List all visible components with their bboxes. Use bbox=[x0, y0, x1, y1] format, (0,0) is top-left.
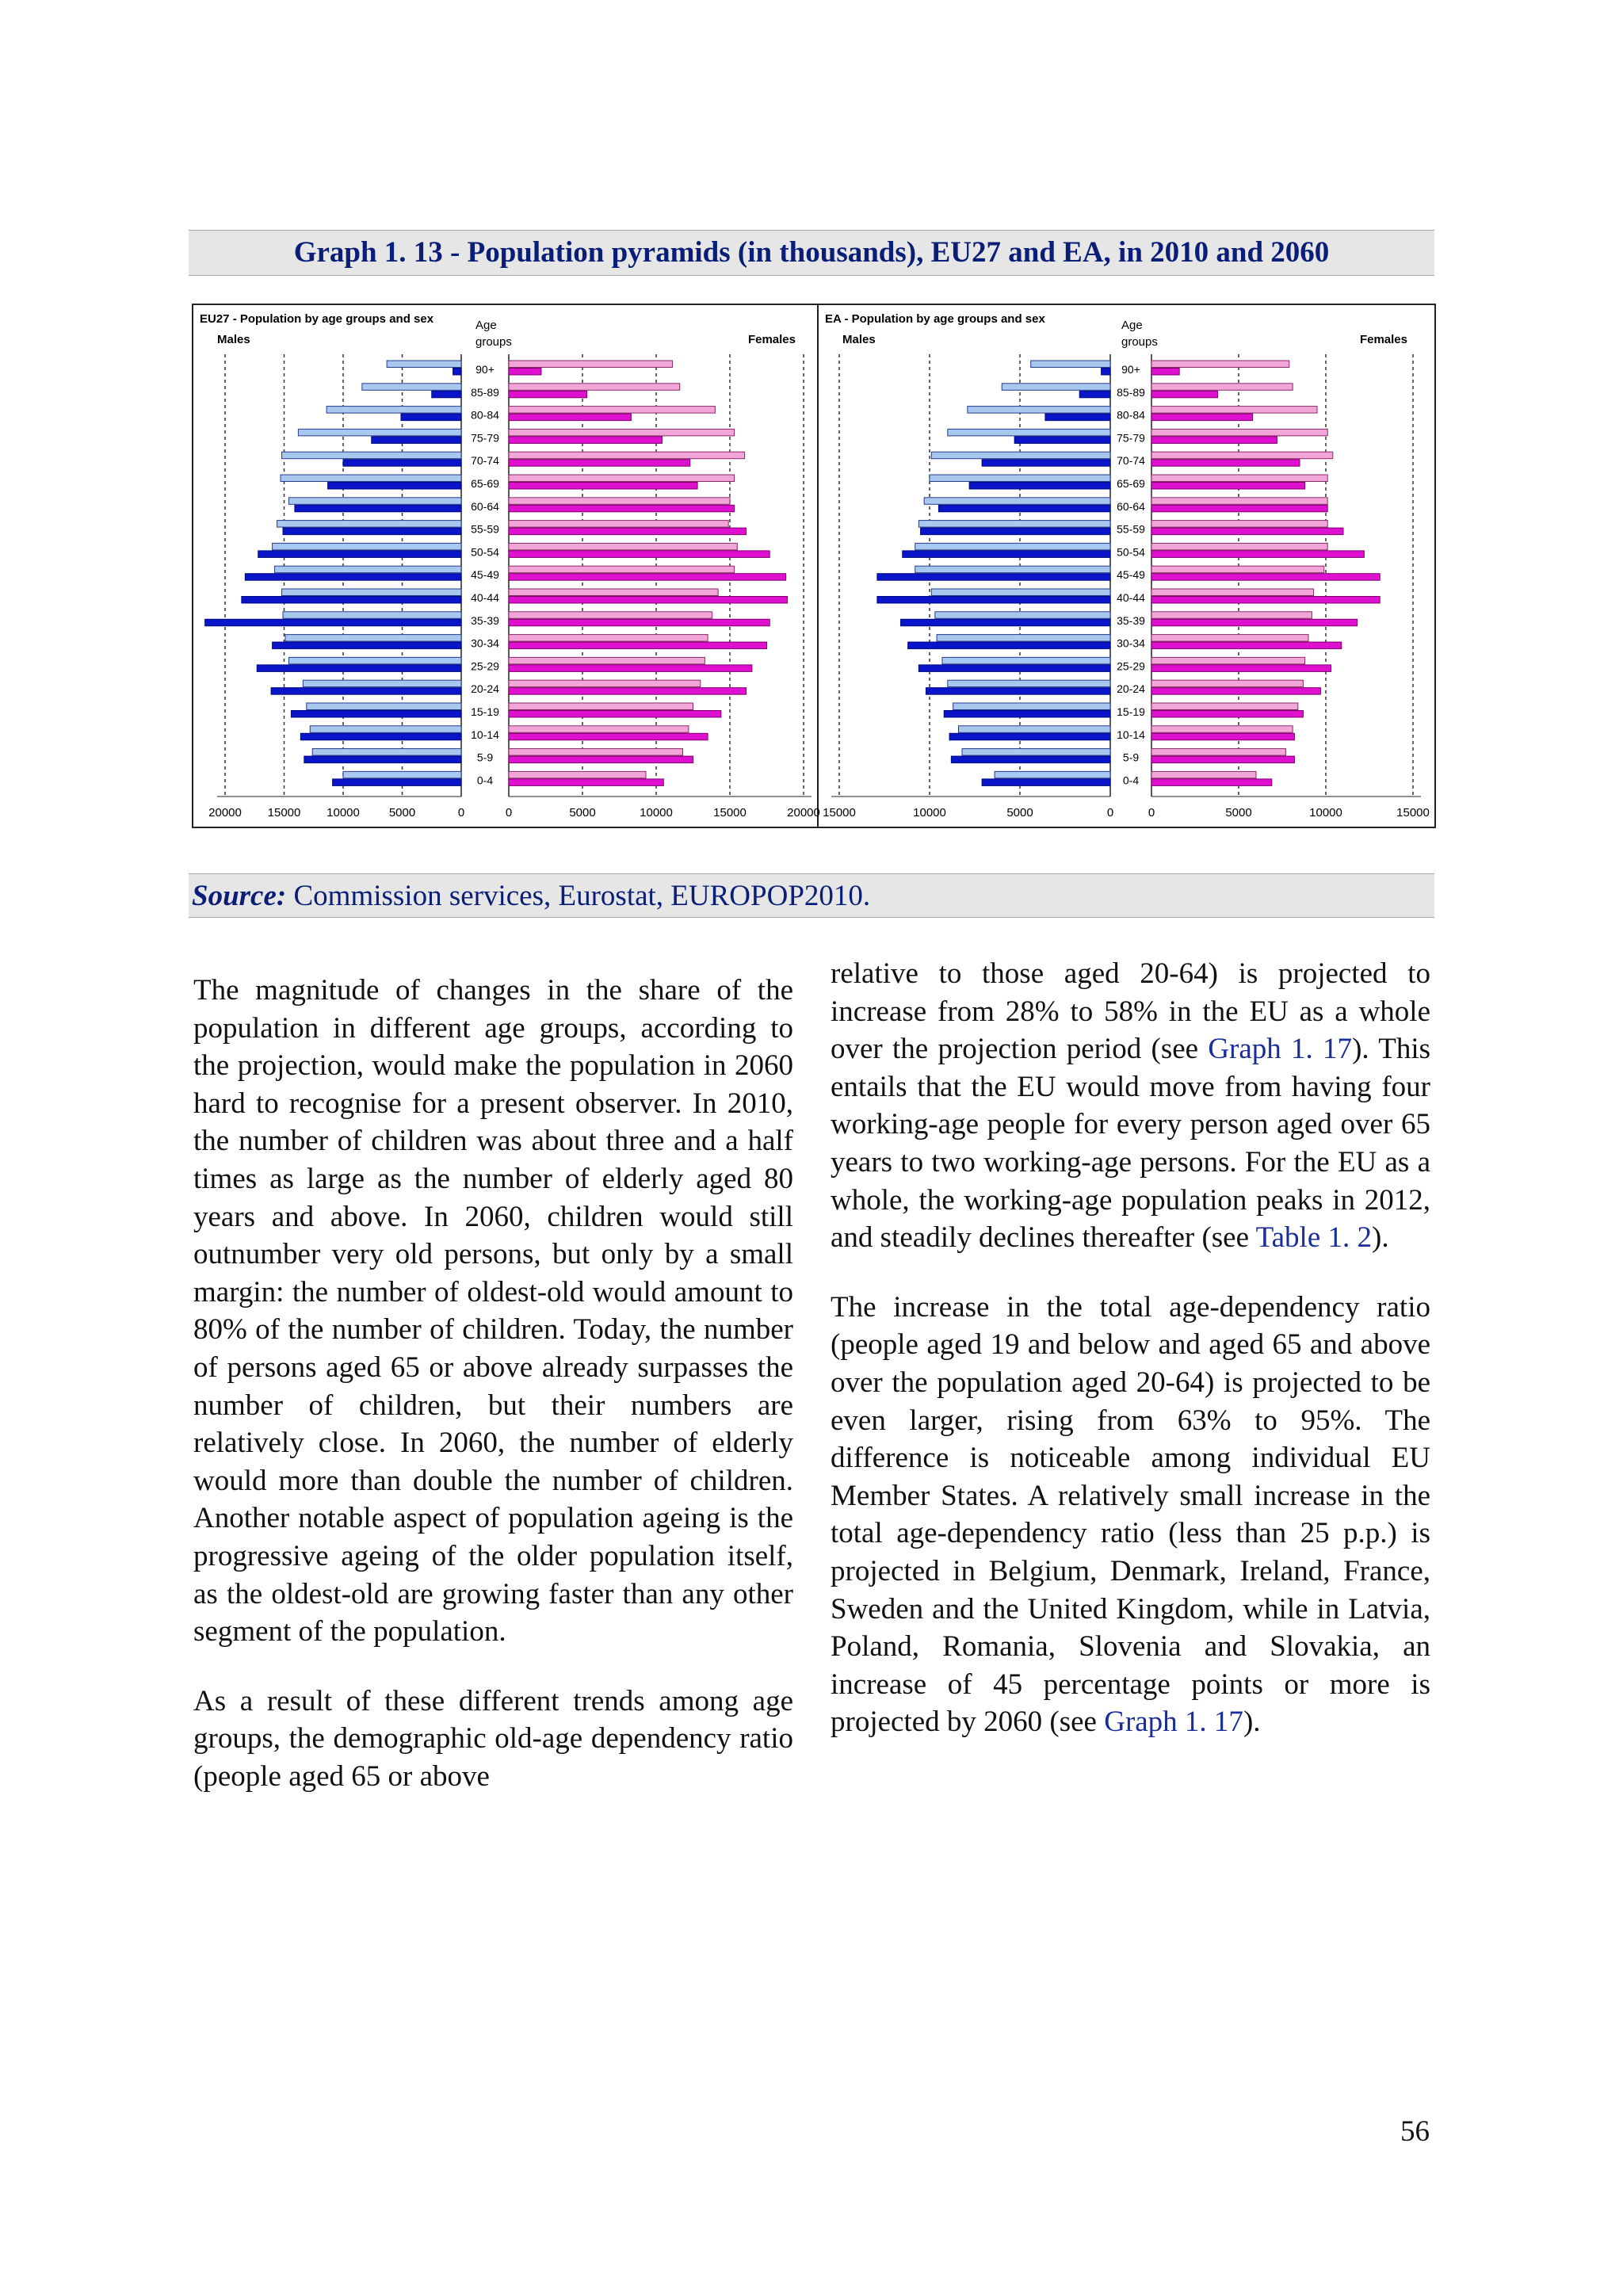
ea-bar-female-2060 bbox=[1151, 749, 1285, 756]
eu27-bar-male-2010 bbox=[432, 391, 461, 398]
ea-bar-female-2010 bbox=[1151, 733, 1294, 740]
ea-bar-male-2060 bbox=[995, 771, 1110, 778]
ea-bar-male-2010 bbox=[921, 528, 1110, 535]
eu27-bar-female-2060 bbox=[509, 384, 680, 391]
ea-bar-male-2010 bbox=[982, 779, 1110, 786]
eu27-bar-female-2010 bbox=[509, 505, 735, 512]
eu27-bar-female-2060 bbox=[509, 429, 735, 436]
eu27-bar-female-2010 bbox=[509, 528, 746, 535]
ea-bar-female-2010 bbox=[1151, 414, 1253, 421]
eu27-bar-male-2060 bbox=[288, 498, 461, 505]
ea-age-label: 55-59 bbox=[1117, 522, 1145, 536]
eu27-age-label: 20-24 bbox=[471, 682, 499, 696]
ea-bar-male-2060 bbox=[935, 612, 1110, 619]
eu27-bar-female-2060 bbox=[509, 521, 728, 528]
ea-age-label: 85-89 bbox=[1117, 385, 1145, 399]
eu27-age-label: 50-54 bbox=[471, 545, 499, 559]
ea-age-label: 60-64 bbox=[1117, 499, 1145, 513]
ea-bar-male-2060 bbox=[958, 726, 1110, 733]
ea-age-axis-title: Age bbox=[1121, 319, 1143, 332]
ea-bar-female-2060 bbox=[1151, 361, 1289, 368]
eu27-chart-title: EU27 - Population by age groups and sex bbox=[200, 312, 434, 326]
ea-bar-female-2060 bbox=[1151, 703, 1298, 710]
ea-bar-female-2060 bbox=[1151, 612, 1312, 619]
ea-bar-female-2060 bbox=[1151, 680, 1303, 687]
eu27-bar-female-2060 bbox=[509, 749, 682, 756]
eu27-male-tick-label: 5000 bbox=[388, 806, 416, 819]
eu27-bar-male-2010 bbox=[273, 642, 461, 649]
eu27-bar-male-2060 bbox=[281, 475, 461, 482]
source-text: Commission services, Eurostat, EUROPOP2010. bbox=[293, 880, 871, 912]
ea-age-label: 75-79 bbox=[1117, 431, 1145, 445]
ea-bar-female-2060 bbox=[1151, 771, 1256, 778]
eu27-age-label: 75-79 bbox=[471, 431, 499, 445]
ea-bar-male-2060 bbox=[948, 680, 1110, 687]
eu27-bar-male-2060 bbox=[387, 361, 461, 368]
eu27-age-label: 90+ bbox=[475, 363, 495, 376]
ea-bar-female-2060 bbox=[1151, 543, 1327, 550]
right-p1-text-a: relative to those aged 20-64) is projected to increase from 28% to 58% in the EU as a whole over the projection period (see bbox=[831, 957, 1430, 1066]
ea-chart-title: EA - Population by age groups and sex bbox=[825, 312, 1045, 326]
eu27-bar-female-2010 bbox=[509, 414, 631, 421]
ea-bar-male-2010 bbox=[1045, 414, 1110, 421]
ea-bar-female-2060 bbox=[1151, 498, 1327, 505]
eu27-bar-female-2060 bbox=[509, 726, 689, 733]
eu27-bar-male-2060 bbox=[310, 726, 461, 733]
eu27-age-label: 80-84 bbox=[471, 408, 499, 422]
page-number: 56 bbox=[1400, 2115, 1430, 2148]
right-column bbox=[831, 955, 1430, 1741]
eu27-bar-male-2010 bbox=[343, 460, 461, 467]
eu27-bar-female-2060 bbox=[509, 657, 705, 664]
ea-male-tick-label: 0 bbox=[1106, 806, 1114, 819]
ea-age-label: 30-34 bbox=[1117, 636, 1145, 650]
eu27-bar-male-2010 bbox=[453, 369, 461, 376]
ea-bar-male-2060 bbox=[931, 589, 1110, 596]
ea-bar-male-2010 bbox=[908, 642, 1110, 649]
ea-bar-female-2010 bbox=[1151, 460, 1300, 467]
ea-bar-male-2060 bbox=[942, 657, 1110, 664]
ea-age-label: 65-69 bbox=[1117, 477, 1145, 490]
eu27-bar-female-2010 bbox=[509, 597, 788, 604]
eu27-age-axis-title: Age bbox=[475, 319, 497, 332]
ea-bar-male-2010 bbox=[901, 619, 1110, 626]
ea-bar-male-2010 bbox=[877, 574, 1110, 581]
ea-bar-male-2060 bbox=[962, 749, 1110, 756]
ea-bar-female-2010 bbox=[1151, 665, 1331, 672]
ea-bar-female-2010 bbox=[1151, 505, 1327, 512]
ea-bar-male-2010 bbox=[949, 733, 1110, 740]
eu27-bar-male-2010 bbox=[304, 756, 461, 763]
eu27-bar-male-2010 bbox=[283, 528, 461, 535]
ea-age-label: 45-49 bbox=[1117, 568, 1145, 582]
ea-females-label: Females bbox=[1359, 333, 1407, 346]
left-paragraph-1: The magnitude of changes in the share of the population in different age groups, according to the projection, would make the population in 2060 hard to recognise for a present observer. In 2010, the number of children was about three and a half times as large as the number of elderly aged 80 years and above. In 2060, children would still outnumber very old persons, but only by a small margin: the number of oldest-old would amount to 80% of the number of children. Today, the number of persons aged 65 or above already surpasses the number of children, but their numbers are relatively close. In 2060, the number of elderly would more than double the number of children. Another notable aspect of population ageing is the progressive ageing of the older population itself, as the oldest-old are growing faster than any other segment of the population. bbox=[193, 974, 793, 1648]
ea-bar-female-2010 bbox=[1151, 391, 1218, 398]
eu27-bar-male-2060 bbox=[343, 771, 461, 778]
eu27-bar-male-2060 bbox=[282, 589, 461, 596]
eu27-age-axis-title-2: groups bbox=[475, 335, 512, 349]
eu27-age-label: 25-29 bbox=[471, 659, 499, 673]
eu27-bar-female-2010 bbox=[509, 369, 541, 376]
ea-bar-male-2010 bbox=[926, 688, 1110, 695]
eu27-bar-male-2010 bbox=[300, 733, 461, 740]
eu27-bar-male-2060 bbox=[273, 543, 461, 550]
eu27-bar-male-2010 bbox=[271, 688, 461, 695]
ea-bar-female-2010 bbox=[1151, 711, 1303, 718]
ea-bar-male-2060 bbox=[1031, 361, 1110, 368]
ea-age-label: 0-4 bbox=[1122, 774, 1140, 787]
ea-age-label: 90+ bbox=[1121, 363, 1140, 376]
eu27-bar-male-2010 bbox=[242, 597, 461, 604]
ea-bar-male-2060 bbox=[918, 521, 1110, 528]
eu27-bar-male-2060 bbox=[275, 566, 461, 573]
ea-bar-female-2010 bbox=[1151, 574, 1380, 581]
eu27-bar-male-2010 bbox=[372, 437, 461, 444]
graph-1-17-link[interactable]: Graph 1. 17 bbox=[1208, 1033, 1353, 1066]
eu27-males-label: Males bbox=[217, 333, 250, 346]
eu27-bar-female-2060 bbox=[509, 361, 672, 368]
ea-bar-female-2010 bbox=[1151, 619, 1358, 626]
eu27-bar-female-2010 bbox=[509, 733, 708, 740]
eu27-bar-female-2010 bbox=[509, 483, 697, 490]
eu27-bar-male-2010 bbox=[291, 711, 461, 718]
source-line bbox=[189, 873, 1434, 918]
eu27-bar-male-2060 bbox=[282, 452, 461, 459]
ea-bar-male-2010 bbox=[944, 711, 1110, 718]
ea-female-tick-label: 5000 bbox=[1225, 806, 1252, 819]
eu27-male-tick-label: 0 bbox=[457, 806, 465, 819]
right-p1-text-b: ). This entails that the EU would move from having four working-age people for every person aged over 65 years to two working-age persons. For the EU as a whole, the working-age population peaks in 2012, and steadily declines thereafter (see bbox=[831, 1033, 1431, 1255]
eu27-bar-female-2060 bbox=[509, 680, 701, 687]
ea-males-label: Males bbox=[842, 333, 876, 346]
right-p2-text-b: ). bbox=[1243, 1706, 1261, 1739]
ea-bar-male-2060 bbox=[915, 566, 1110, 573]
graph-title: Graph 1. 13 - Population pyramids (in thousands), EU27 and EA, in 2010 and 2060 bbox=[189, 230, 1434, 276]
ea-bar-male-2010 bbox=[1079, 391, 1110, 398]
eu27-bar-male-2010 bbox=[205, 619, 461, 626]
ea-bar-female-2060 bbox=[1151, 657, 1305, 664]
ea-bar-male-2010 bbox=[969, 483, 1110, 490]
eu27-bar-female-2010 bbox=[509, 437, 662, 444]
eu27-bar-male-2010 bbox=[295, 505, 461, 512]
ea-age-label: 70-74 bbox=[1117, 454, 1145, 468]
eu27-age-label: 10-14 bbox=[471, 728, 499, 741]
ea-age-label: 15-19 bbox=[1117, 705, 1145, 718]
ea-bar-male-2010 bbox=[982, 460, 1110, 467]
eu27-bar-male-2060 bbox=[327, 407, 461, 414]
eu27-bar-male-2010 bbox=[245, 574, 461, 581]
eu27-female-tick-label: 15000 bbox=[713, 806, 747, 819]
ea-age-label: 5-9 bbox=[1122, 751, 1140, 764]
ea-male-tick-label: 10000 bbox=[913, 806, 946, 819]
eu27-bar-female-2010 bbox=[509, 391, 587, 398]
eu27-female-tick-label: 20000 bbox=[787, 806, 820, 819]
eu27-age-label: 60-64 bbox=[471, 499, 499, 513]
ea-bar-male-2060 bbox=[968, 407, 1110, 414]
eu27-bar-female-2060 bbox=[509, 589, 718, 596]
eu27-bar-male-2060 bbox=[362, 384, 461, 391]
ea-bar-female-2010 bbox=[1151, 597, 1380, 604]
eu27-age-label: 35-39 bbox=[471, 613, 499, 627]
ea-bar-female-2060 bbox=[1151, 407, 1317, 414]
ea-bar-male-2060 bbox=[931, 452, 1110, 459]
right-p2-text-a: The increase in the total age-dependency ratio (people aged 19 and below and aged 65 and above over the population aged 20-64) is projected to be even larger, rising from 63% to 95%. The difference is noticeable among individual EU Member States. A relatively small increase in the total age-dependency ratio (less than 25 p.p.) is projected in Belgium, Denmark, Ireland, France, Sweden and the United Kingdom, while in Latvia, Poland, Romania, Slovenia and Slovakia, an increase of 45 percentage points or more is projected by 2060 (see bbox=[831, 1290, 1430, 1739]
eu27-bar-male-2060 bbox=[312, 749, 461, 756]
ea-bar-female-2060 bbox=[1151, 566, 1324, 573]
ea-female-tick-label: 15000 bbox=[1396, 806, 1430, 819]
ea-age-label: 25-29 bbox=[1117, 659, 1145, 673]
ea-age-label: 50-54 bbox=[1117, 545, 1145, 559]
eu27-male-tick-label: 10000 bbox=[327, 806, 360, 819]
eu27-bar-female-2010 bbox=[509, 665, 752, 672]
eu27-bar-male-2060 bbox=[303, 680, 461, 687]
eu27-female-tick-label: 5000 bbox=[569, 806, 596, 819]
eu27-bar-female-2010 bbox=[509, 711, 721, 718]
eu27-females-label: Females bbox=[747, 333, 796, 346]
eu27-male-tick-label: 20000 bbox=[208, 806, 242, 819]
ea-bar-female-2060 bbox=[1151, 429, 1327, 436]
eu27-age-label: 85-89 bbox=[471, 385, 499, 399]
ea-bar-female-2010 bbox=[1151, 642, 1342, 649]
ea-bar-female-2010 bbox=[1151, 551, 1364, 558]
eu27-bar-female-2010 bbox=[509, 688, 746, 695]
population-pyramid-figure bbox=[192, 304, 1436, 828]
eu27-bar-male-2060 bbox=[285, 635, 461, 642]
source-label: Source: bbox=[192, 880, 287, 912]
ea-age-label: 80-84 bbox=[1117, 408, 1145, 422]
ea-bar-female-2060 bbox=[1151, 452, 1333, 459]
eu27-bar-female-2060 bbox=[509, 635, 708, 642]
ea-bar-female-2010 bbox=[1151, 437, 1277, 444]
eu27-female-tick-label: 10000 bbox=[640, 806, 673, 819]
ea-bar-male-2060 bbox=[937, 635, 1110, 642]
ea-bar-female-2010 bbox=[1151, 756, 1294, 763]
eu27-bar-female-2060 bbox=[509, 612, 712, 619]
eu27-bar-male-2060 bbox=[283, 612, 461, 619]
ea-bar-male-2060 bbox=[915, 543, 1110, 550]
eu27-bar-male-2060 bbox=[298, 429, 461, 436]
ea-female-tick-label: 10000 bbox=[1309, 806, 1342, 819]
eu27-bar-male-2060 bbox=[307, 703, 461, 710]
right-p1-text-c: ). bbox=[1372, 1221, 1389, 1255]
ea-bar-female-2010 bbox=[1151, 688, 1320, 695]
eu27-male-tick-label: 15000 bbox=[267, 806, 301, 819]
eu27-bar-female-2010 bbox=[509, 642, 767, 649]
ea-age-label: 40-44 bbox=[1117, 591, 1145, 604]
ea-age-label: 10-14 bbox=[1117, 728, 1145, 741]
ea-bar-female-2060 bbox=[1151, 726, 1293, 733]
ea-male-tick-label: 15000 bbox=[823, 806, 856, 819]
ea-bar-female-2060 bbox=[1151, 521, 1327, 528]
eu27-bar-female-2010 bbox=[509, 574, 786, 581]
ea-bar-male-2060 bbox=[948, 429, 1110, 436]
ea-bar-male-2010 bbox=[1014, 437, 1110, 444]
ea-bar-female-2010 bbox=[1151, 779, 1272, 786]
eu27-bar-male-2010 bbox=[257, 665, 461, 672]
eu27-bar-female-2060 bbox=[509, 543, 737, 550]
eu27-bar-female-2010 bbox=[509, 619, 769, 626]
ea-age-label: 20-24 bbox=[1117, 682, 1145, 696]
eu27-bar-male-2010 bbox=[401, 414, 461, 421]
ea-bar-male-2060 bbox=[930, 475, 1110, 482]
eu27-bar-female-2010 bbox=[509, 779, 663, 786]
eu27-age-label: 55-59 bbox=[471, 522, 499, 536]
ea-age-label: 35-39 bbox=[1117, 613, 1145, 627]
ea-bar-male-2010 bbox=[938, 505, 1110, 512]
ea-bar-male-2060 bbox=[924, 498, 1110, 505]
eu27-age-label: 45-49 bbox=[471, 568, 499, 582]
ea-bar-male-2060 bbox=[1002, 384, 1110, 391]
eu27-bar-female-2010 bbox=[509, 460, 690, 467]
eu27-bar-female-2060 bbox=[509, 566, 735, 573]
eu27-age-label: 0-4 bbox=[476, 774, 494, 787]
ea-bar-male-2010 bbox=[903, 551, 1110, 558]
eu27-bar-male-2060 bbox=[277, 521, 461, 528]
eu27-age-label: 30-34 bbox=[471, 636, 499, 650]
table-1-2-link[interactable]: Table 1. 2 bbox=[1255, 1221, 1372, 1255]
eu27-bar-female-2060 bbox=[509, 475, 735, 482]
eu27-age-label: 40-44 bbox=[471, 591, 499, 604]
ea-bar-female-2010 bbox=[1151, 528, 1343, 535]
eu27-bar-female-2060 bbox=[509, 452, 745, 459]
graph-1-17-link-2[interactable]: Graph 1. 17 bbox=[1104, 1706, 1243, 1739]
population-pyramid-charts bbox=[193, 305, 1434, 827]
right-paragraph-2 bbox=[831, 1289, 1430, 1741]
eu27-age-label: 15-19 bbox=[471, 705, 499, 718]
ea-bar-male-2060 bbox=[953, 703, 1110, 710]
ea-bar-female-2060 bbox=[1151, 589, 1314, 596]
left-column bbox=[193, 972, 793, 1795]
eu27-bar-female-2060 bbox=[509, 498, 730, 505]
ea-bar-male-2010 bbox=[1102, 369, 1110, 376]
eu27-age-label: 5-9 bbox=[476, 751, 494, 764]
left-paragraph-2: As a result of these different trends among age groups, the demographic old-age dependency ratio (people aged 65 or above bbox=[193, 1684, 793, 1793]
eu27-age-label: 70-74 bbox=[471, 454, 499, 468]
eu27-female-tick-label: 0 bbox=[505, 806, 513, 819]
eu27-bar-female-2060 bbox=[509, 407, 715, 414]
eu27-bar-female-2010 bbox=[509, 756, 693, 763]
ea-bar-female-2060 bbox=[1151, 635, 1308, 642]
ea-female-tick-label: 0 bbox=[1148, 806, 1155, 819]
ea-bar-female-2060 bbox=[1151, 475, 1327, 482]
ea-bar-female-2010 bbox=[1151, 369, 1179, 376]
eu27-age-label: 65-69 bbox=[471, 477, 499, 490]
ea-bar-male-2010 bbox=[951, 756, 1110, 763]
eu27-bar-male-2060 bbox=[288, 657, 461, 664]
ea-bar-female-2010 bbox=[1151, 483, 1305, 490]
eu27-bar-male-2010 bbox=[328, 483, 461, 490]
right-paragraph-1 bbox=[831, 955, 1430, 1257]
eu27-bar-female-2060 bbox=[509, 703, 693, 710]
ea-bar-female-2060 bbox=[1151, 384, 1293, 391]
eu27-bar-male-2010 bbox=[258, 551, 461, 558]
ea-male-tick-label: 5000 bbox=[1006, 806, 1033, 819]
ea-bar-male-2010 bbox=[918, 665, 1110, 672]
eu27-bar-female-2010 bbox=[509, 551, 769, 558]
ea-bar-male-2010 bbox=[877, 597, 1110, 604]
eu27-bar-female-2060 bbox=[509, 771, 646, 778]
ea-age-axis-title-2: groups bbox=[1121, 335, 1158, 349]
eu27-bar-male-2010 bbox=[333, 779, 461, 786]
